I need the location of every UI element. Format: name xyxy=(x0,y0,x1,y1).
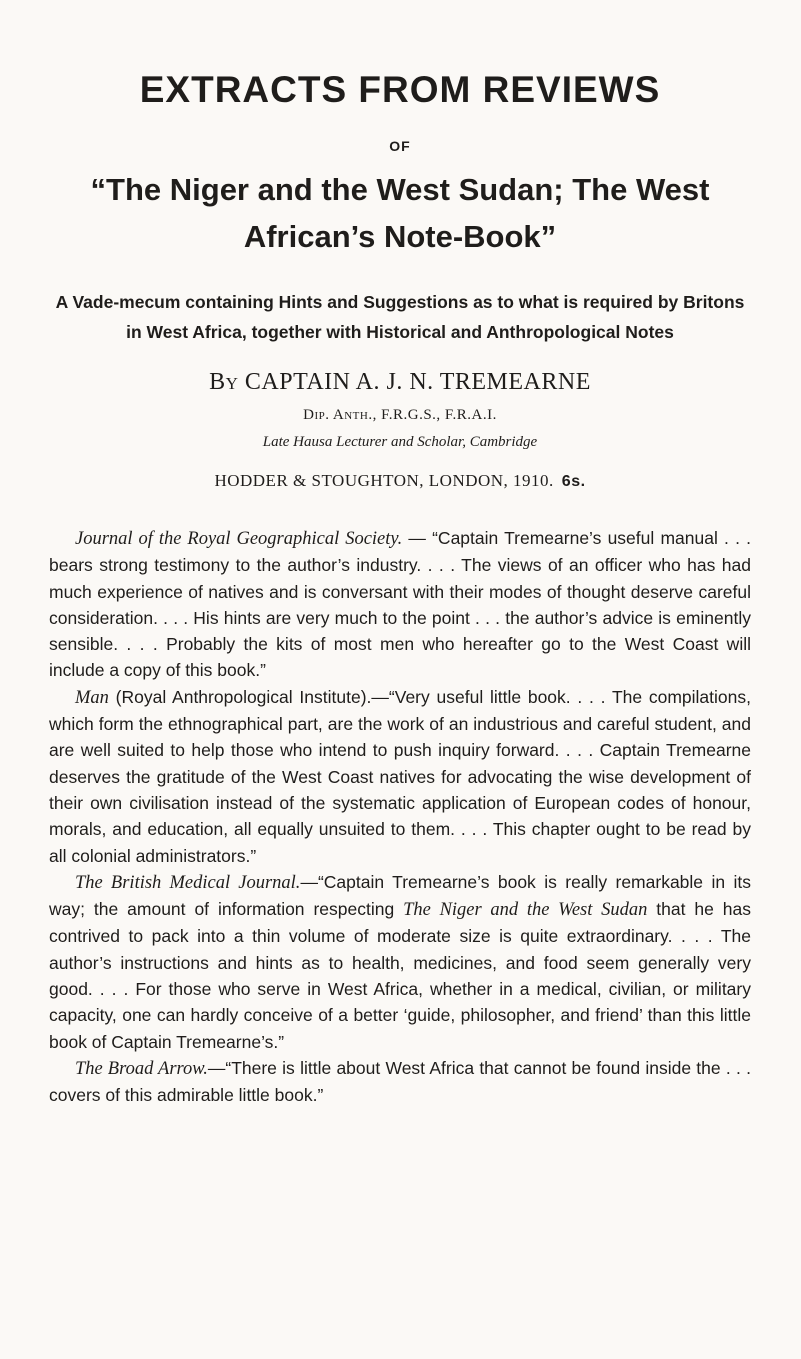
review-source: The Broad Arrow. xyxy=(75,1058,208,1079)
review-item xyxy=(49,525,751,684)
review-text: —“There is little about West Africa that cannot be found inside the . . . covers of this admirable little book.” xyxy=(49,1057,751,1106)
book-title-line-1: “The Niger and the West Sudan; The West xyxy=(90,172,710,207)
review-text: that he has contrived to pack into a thin volume of moderate size is quite extraordinary. . . . The author’s instructions and hints as to health, medicines, and food seem generally very good. . . . For those who serve in West Africa, whether in a medical, civilian, or military capacity, one can hardly conceive of a better ‘guide, philosopher, and friend’ than this little book of Captain Tremearne’s.” xyxy=(49,899,751,1052)
author-qualifications: Dip. Anth., F.R.G.S., F.R.A.I. xyxy=(303,407,497,423)
review-source: The British Medical Journal. xyxy=(75,872,301,893)
book-title-line-2: African’s Note-Book” xyxy=(243,219,557,254)
reviews-section xyxy=(49,525,751,1109)
review-inline-title: The Niger and the West Sudan xyxy=(403,900,648,921)
publisher-line xyxy=(49,470,751,493)
review-item xyxy=(49,869,751,1055)
book-subtitle: A Vade-mecum containing Hints and Suggestions as to what is required by Britons in West Africa, together with Historical and Anthropological Notes xyxy=(55,292,745,342)
review-item xyxy=(49,1055,751,1109)
review-item xyxy=(49,684,751,869)
author-name: CAPTAIN A. J. N. TREMEARNE xyxy=(244,369,591,395)
author-position: Late Hausa Lecturer and Scholar, Cambridge xyxy=(262,434,538,450)
publisher-text: HODDER & STOUGHTON, LONDON, 1910. xyxy=(214,471,554,490)
review-source: Journal of the Royal Geographical Society. xyxy=(75,529,403,549)
review-source: Man xyxy=(75,687,109,708)
review-text: — “Captain Tremearne’s useful manual . . . bears strong testimony to the author’s industry. . . . The views of an officer who has had much experience of natives and is conversant with their modes of thought deserve careful consideration. . . . His hints are very much to the point . . . the author’s advice is eminently sensible. . . . Probably the kits of most men who hereafter go to the West Coast will include a copy of this book.” xyxy=(49,528,751,681)
page-title: EXTRACTS FROM REVIEWS xyxy=(139,69,661,110)
author-line xyxy=(49,368,751,396)
review-text: (Royal Anthropological Institute).—“Very useful little book. . . . The compilations, which form the ethnographical part, are the work of an industrious and careful student, and are well suited to help those who intend to push inquiry forward. . . . Captain Tremearne deserves the gratitude of the West Coast natives for advocating the wise development of their own civilisation instead of the systematic application of European codes of honour, morals, and education, all equally unsuited to them. . . . This chapter ought to be read by all colonial administrators.” xyxy=(49,686,751,866)
author-by: By xyxy=(209,369,239,395)
review-text: —“Captain Tremearne’s book is really remarkable in its way; the amount of information respecting xyxy=(49,871,751,920)
price: 6s. xyxy=(561,473,586,490)
of-label: OF xyxy=(389,138,411,154)
book-title xyxy=(49,166,751,260)
